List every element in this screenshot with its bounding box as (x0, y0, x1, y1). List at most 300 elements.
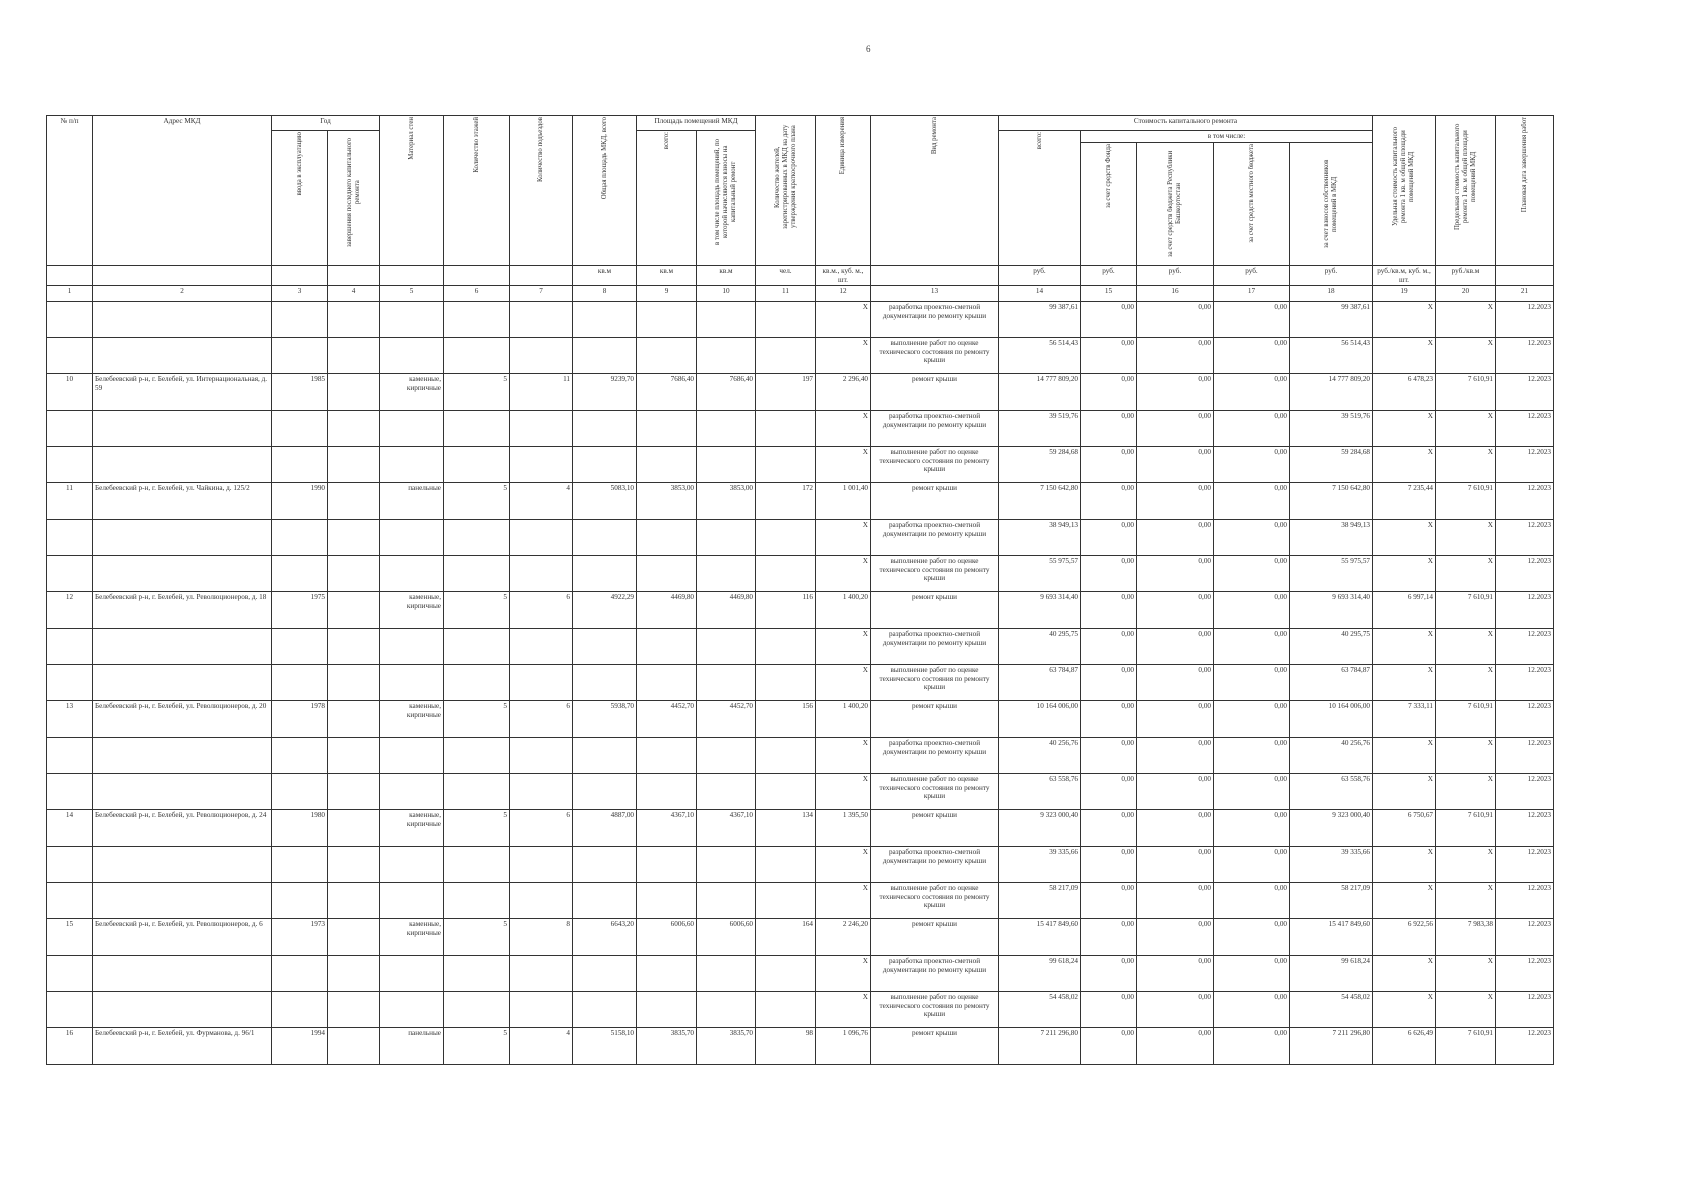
row-empty-cell (93, 411, 272, 447)
row-year: 1990 (272, 483, 328, 520)
header-max-cost: Предельная стоимость капитального ремонта 1 кв. м общей площади помещений МКД (1453, 123, 1477, 231)
row-empty-cell (637, 774, 697, 810)
row-empty-cell (93, 338, 272, 374)
unit-cell: чел. (756, 266, 816, 286)
row-cost-total: 14 777 809,20 (999, 374, 1081, 411)
sub-work-row (47, 847, 1554, 883)
row-material: панельные (380, 1028, 444, 1065)
row-specific-cost: X (1373, 774, 1436, 810)
row-cost-fund: 0,00 (1081, 520, 1137, 556)
row-cost-owners: 63 558,76 (1290, 774, 1373, 810)
row-cost-total: 40 256,76 (999, 738, 1081, 774)
row-cost-total: 63 784,87 (999, 665, 1081, 701)
unit-cell (1496, 266, 1554, 286)
row-total-area: 9239,70 (573, 374, 637, 411)
row-cost-fund: 0,00 (1081, 774, 1137, 810)
row-cost-owners: 9 693 314,40 (1290, 592, 1373, 629)
repair-plan-table (46, 115, 1554, 1065)
header-row-1 (47, 116, 1554, 131)
header-work-type: Вид ремонта (930, 117, 938, 155)
column-number-cell: 10 (697, 286, 756, 302)
row-empty-cell (47, 774, 93, 810)
row-planned-date: 12.2023 (1496, 302, 1554, 338)
row-cost-owners: 15 417 849,60 (1290, 919, 1373, 956)
row-empty-cell (697, 992, 756, 1028)
row-premises-owned: 7686,40 (697, 374, 756, 411)
row-total-area: 5158,10 (573, 1028, 637, 1065)
row-empty-cell (444, 992, 510, 1028)
row-cost-local: 0,00 (1214, 956, 1290, 992)
row-total-area: 5938,70 (573, 701, 637, 738)
row-empty-cell (380, 774, 444, 810)
row-empty-cell (47, 738, 93, 774)
row-cost-fund: 0,00 (1081, 592, 1137, 629)
row-empty-cell (510, 302, 573, 338)
unit-cell: кв.м (697, 266, 756, 286)
row-address: Белебеевский р-н, г. Белебей, ул. Революционеров, д. 18 (93, 592, 272, 629)
row-cost-local: 0,00 (1214, 992, 1290, 1028)
row-cost-owners: 38 949,13 (1290, 520, 1373, 556)
header-address: Адрес МКД (93, 116, 272, 266)
row-cost-owners: 39 335,66 (1290, 847, 1373, 883)
row-empty-cell (637, 520, 697, 556)
row-empty-cell (328, 738, 380, 774)
row-empty-cell (756, 956, 816, 992)
row-cost-fund: 0,00 (1081, 883, 1137, 919)
row-residents: 172 (756, 483, 816, 520)
row-empty-cell (444, 774, 510, 810)
header-planned-date: Плановая дата завершения работ (1520, 117, 1528, 213)
row-max-cost: X (1436, 629, 1496, 665)
row-empty-cell (272, 883, 328, 919)
row-cost-local: 0,00 (1214, 338, 1290, 374)
row-last-repair (328, 810, 380, 847)
row-work-type: выполнение работ по оценке технического состояния по ремонту крыши (871, 883, 999, 919)
header-wall-material: Материал стен (407, 117, 415, 160)
row-empty-cell (637, 411, 697, 447)
row-cost-republic: 0,00 (1137, 483, 1214, 520)
row-work-type: разработка проектно-сметной документации по ремонту крыши (871, 411, 999, 447)
row-cost-republic: 0,00 (1137, 810, 1214, 847)
row-empty-cell (510, 520, 573, 556)
row-empty-cell (573, 520, 637, 556)
row-year: 1978 (272, 701, 328, 738)
row-empty-cell (637, 338, 697, 374)
row-cost-local: 0,00 (1214, 556, 1290, 592)
row-cost-total: 99 387,61 (999, 302, 1081, 338)
row-specific-cost: X (1373, 629, 1436, 665)
row-cost-total: 15 417 849,60 (999, 919, 1081, 956)
row-cost-local: 0,00 (1214, 774, 1290, 810)
row-total-area: 6643,20 (573, 919, 637, 956)
row-cost-owners: 39 519,76 (1290, 411, 1373, 447)
row-cost-fund: 0,00 (1081, 556, 1137, 592)
row-empty-cell (510, 738, 573, 774)
row-empty-cell (272, 302, 328, 338)
row-planned-date: 12.2023 (1496, 411, 1554, 447)
row-entrances: 11 (510, 374, 573, 411)
row-premises-owned: 4452,70 (697, 701, 756, 738)
row-empty-cell (93, 774, 272, 810)
page-number: 6 (866, 44, 871, 54)
row-empty-cell (328, 774, 380, 810)
unit-cell: руб./кв.м (1436, 266, 1496, 286)
column-number-cell: 1 (47, 286, 93, 302)
row-cost-fund: 0,00 (1081, 483, 1137, 520)
row-entrances: 6 (510, 701, 573, 738)
row-empty-cell (272, 447, 328, 483)
row-work-type: разработка проектно-сметной документации по ремонту крыши (871, 629, 999, 665)
row-entrances: 6 (510, 810, 573, 847)
row-max-cost: X (1436, 992, 1496, 1028)
row-cost-republic: 0,00 (1137, 992, 1214, 1028)
row-specific-cost: X (1373, 956, 1436, 992)
row-specific-cost: X (1373, 738, 1436, 774)
row-empty-cell (380, 520, 444, 556)
unit-cell: руб./кв.м, куб. м., шт. (1373, 266, 1436, 286)
row-max-cost: 7 610,91 (1436, 483, 1496, 520)
column-number-cell: 3 (272, 286, 328, 302)
row-last-repair (328, 592, 380, 629)
row-empty-cell (380, 411, 444, 447)
row-work-type: ремонт крыши (871, 483, 999, 520)
row-planned-date: 12.2023 (1496, 738, 1554, 774)
row-quantity: 1 096,76 (816, 1028, 871, 1065)
row-empty-cell (510, 956, 573, 992)
unit-cell (444, 266, 510, 286)
row-empty-cell (380, 883, 444, 919)
row-empty-cell (444, 629, 510, 665)
row-no: 15 (47, 919, 93, 956)
row-empty-cell (272, 847, 328, 883)
row-max-cost: X (1436, 338, 1496, 374)
row-empty-cell (697, 883, 756, 919)
row-empty-cell (380, 629, 444, 665)
row-floors: 5 (444, 483, 510, 520)
header-cost-fund: за счет средств Фонда (1104, 144, 1112, 208)
row-cost-fund: 0,00 (1081, 919, 1137, 956)
column-number-cell: 2 (93, 286, 272, 302)
row-residents: 98 (756, 1028, 816, 1065)
row-premises-owned: 4367,10 (697, 810, 756, 847)
row-quantity-x: X (816, 447, 871, 483)
row-address: Белебеевский р-н, г. Белебей, ул. Революционеров, д. 20 (93, 701, 272, 738)
row-max-cost: X (1436, 774, 1496, 810)
row-empty-cell (756, 883, 816, 919)
row-cost-local: 0,00 (1214, 738, 1290, 774)
row-empty-cell (328, 556, 380, 592)
row-floors: 5 (444, 374, 510, 411)
repair-plan-sheet (46, 115, 1554, 1065)
row-quantity-x: X (816, 956, 871, 992)
row-cost-republic: 0,00 (1137, 592, 1214, 629)
building-row (47, 919, 1554, 956)
row-cost-owners: 7 150 642,80 (1290, 483, 1373, 520)
row-cost-local: 0,00 (1214, 810, 1290, 847)
column-number-cell: 13 (871, 286, 999, 302)
row-empty-cell (756, 992, 816, 1028)
row-premises-owned: 6006,60 (697, 919, 756, 956)
row-max-cost: 7 610,91 (1436, 701, 1496, 738)
row-empty-cell (756, 447, 816, 483)
units-row (47, 266, 1554, 286)
row-cost-fund: 0,00 (1081, 447, 1137, 483)
row-quantity: 1 400,20 (816, 701, 871, 738)
sub-work-row (47, 556, 1554, 592)
row-cost-total: 38 949,13 (999, 520, 1081, 556)
row-address: Белебеевский р-н, г. Белебей, ул. Чайкина, д. 125/2 (93, 483, 272, 520)
row-empty-cell (444, 847, 510, 883)
row-empty-cell (444, 738, 510, 774)
row-empty-cell (47, 956, 93, 992)
row-planned-date: 12.2023 (1496, 992, 1554, 1028)
row-empty-cell (47, 883, 93, 919)
row-cost-local: 0,00 (1214, 701, 1290, 738)
row-premises-total: 4452,70 (637, 701, 697, 738)
row-specific-cost: 6 997,14 (1373, 592, 1436, 629)
header-floors: Количество этажей (472, 117, 480, 173)
row-max-cost: X (1436, 665, 1496, 701)
row-max-cost: X (1436, 302, 1496, 338)
row-empty-cell (510, 774, 573, 810)
row-cost-total: 54 458,02 (999, 992, 1081, 1028)
row-empty-cell (444, 302, 510, 338)
row-max-cost: X (1436, 411, 1496, 447)
row-empty-cell (272, 629, 328, 665)
row-empty-cell (380, 665, 444, 701)
row-planned-date: 12.2023 (1496, 665, 1554, 701)
row-empty-cell (47, 629, 93, 665)
row-specific-cost: X (1373, 665, 1436, 701)
unit-cell (328, 266, 380, 286)
row-planned-date: 12.2023 (1496, 919, 1554, 956)
row-cost-republic: 0,00 (1137, 883, 1214, 919)
row-empty-cell (637, 956, 697, 992)
row-empty-cell (444, 556, 510, 592)
row-empty-cell (697, 629, 756, 665)
row-cost-local: 0,00 (1214, 302, 1290, 338)
column-number-cell: 17 (1214, 286, 1290, 302)
row-max-cost: X (1436, 847, 1496, 883)
row-work-type: разработка проектно-сметной документации по ремонту крыши (871, 956, 999, 992)
row-entrances: 4 (510, 1028, 573, 1065)
row-empty-cell (697, 956, 756, 992)
row-no: 10 (47, 374, 93, 411)
header-cost-local: за счет средств местного бюджета (1247, 144, 1255, 243)
sub-work-row (47, 738, 1554, 774)
row-empty-cell (93, 447, 272, 483)
row-max-cost: 7 983,38 (1436, 919, 1496, 956)
row-premises-owned: 4469,80 (697, 592, 756, 629)
row-empty-cell (697, 665, 756, 701)
row-cost-fund: 0,00 (1081, 629, 1137, 665)
row-cost-fund: 0,00 (1081, 411, 1137, 447)
row-empty-cell (637, 302, 697, 338)
row-cost-republic: 0,00 (1137, 774, 1214, 810)
row-work-type: разработка проектно-сметной документации по ремонту крыши (871, 302, 999, 338)
row-empty-cell (756, 629, 816, 665)
column-number-cell: 16 (1137, 286, 1214, 302)
header-total-area: Общая площадь МКД, всего (600, 117, 608, 200)
row-planned-date: 12.2023 (1496, 883, 1554, 919)
row-premises-owned: 3835,70 (697, 1028, 756, 1065)
row-material: каменные, кирпичные (380, 701, 444, 738)
row-empty-cell (510, 883, 573, 919)
row-work-type: ремонт крыши (871, 810, 999, 847)
row-max-cost: 7 610,91 (1436, 592, 1496, 629)
row-empty-cell (573, 738, 637, 774)
header-unit: Единица измерения (839, 117, 846, 175)
row-floors: 5 (444, 919, 510, 956)
row-empty-cell (697, 302, 756, 338)
row-cost-total: 39 519,76 (999, 411, 1081, 447)
row-cost-fund: 0,00 (1081, 374, 1137, 411)
row-specific-cost: X (1373, 520, 1436, 556)
row-empty-cell (697, 556, 756, 592)
row-work-type: выполнение работ по оценке технического состояния по ремонту крыши (871, 447, 999, 483)
row-premises-total: 3835,70 (637, 1028, 697, 1065)
row-empty-cell (93, 302, 272, 338)
row-cost-local: 0,00 (1214, 883, 1290, 919)
row-entrances: 6 (510, 592, 573, 629)
sub-work-row (47, 883, 1554, 919)
sub-work-row (47, 520, 1554, 556)
row-work-type: выполнение работ по оценке технического состояния по ремонту крыши (871, 338, 999, 374)
row-max-cost: 7 610,91 (1436, 810, 1496, 847)
row-work-type: разработка проектно-сметной документации по ремонту крыши (871, 738, 999, 774)
row-empty-cell (93, 847, 272, 883)
column-number-cell: 15 (1081, 286, 1137, 302)
row-specific-cost: X (1373, 992, 1436, 1028)
row-empty-cell (697, 774, 756, 810)
row-cost-owners: 54 458,02 (1290, 992, 1373, 1028)
row-quantity-x: X (816, 992, 871, 1028)
row-cost-owners: 99 387,61 (1290, 302, 1373, 338)
row-empty-cell (756, 338, 816, 374)
row-empty-cell (93, 520, 272, 556)
row-no: 14 (47, 810, 93, 847)
row-cost-local: 0,00 (1214, 592, 1290, 629)
row-premises-total: 7686,40 (637, 374, 697, 411)
row-cost-owners: 9 323 000,40 (1290, 810, 1373, 847)
row-empty-cell (637, 738, 697, 774)
sub-work-row (47, 774, 1554, 810)
row-empty-cell (697, 847, 756, 883)
row-empty-cell (573, 992, 637, 1028)
row-empty-cell (93, 883, 272, 919)
column-number-cell: 8 (573, 286, 637, 302)
row-cost-republic: 0,00 (1137, 1028, 1214, 1065)
row-empty-cell (328, 883, 380, 919)
sub-work-row (47, 338, 1554, 374)
unit-cell: руб. (1081, 266, 1137, 286)
column-number-cell: 21 (1496, 286, 1554, 302)
row-empty-cell (328, 629, 380, 665)
header-including: в том числе: (1081, 131, 1373, 143)
row-cost-owners: 63 784,87 (1290, 665, 1373, 701)
row-cost-republic: 0,00 (1137, 411, 1214, 447)
row-empty-cell (93, 556, 272, 592)
row-floors: 5 (444, 810, 510, 847)
row-empty-cell (573, 774, 637, 810)
row-specific-cost: X (1373, 847, 1436, 883)
row-cost-owners: 7 211 296,80 (1290, 1028, 1373, 1065)
row-cost-total: 9 693 314,40 (999, 592, 1081, 629)
row-empty-cell (637, 992, 697, 1028)
row-empty-cell (380, 302, 444, 338)
header-year-last-repair: завершения последнего капитального ремонта (345, 137, 361, 247)
header-specific-cost: Удельная стоимость капитального ремонта 1 кв. м общей площади помещений МКД (1392, 127, 1415, 227)
row-cost-fund: 0,00 (1081, 701, 1137, 738)
header-year-group: Год (272, 116, 380, 131)
row-empty-cell (380, 556, 444, 592)
row-empty-cell (510, 338, 573, 374)
row-specific-cost: 6 922,56 (1373, 919, 1436, 956)
row-cost-local: 0,00 (1214, 1028, 1290, 1065)
header-cost-republic: за счет средств бюджета Республики Башкортостан (1167, 150, 1182, 258)
row-year: 1985 (272, 374, 328, 411)
row-material: панельные (380, 483, 444, 520)
row-cost-local: 0,00 (1214, 447, 1290, 483)
row-quantity-x: X (816, 883, 871, 919)
row-cost-republic: 0,00 (1137, 629, 1214, 665)
unit-cell (272, 266, 328, 286)
row-empty-cell (756, 665, 816, 701)
row-empty-cell (573, 847, 637, 883)
row-quantity-x: X (816, 556, 871, 592)
row-premises-total: 4367,10 (637, 810, 697, 847)
row-material: каменные, кирпичные (380, 374, 444, 411)
row-no: 12 (47, 592, 93, 629)
row-empty-cell (380, 956, 444, 992)
row-empty-cell (637, 847, 697, 883)
row-planned-date: 12.2023 (1496, 520, 1554, 556)
row-cost-local: 0,00 (1214, 847, 1290, 883)
sub-work-row (47, 665, 1554, 701)
row-empty-cell (272, 774, 328, 810)
row-empty-cell (510, 411, 573, 447)
row-cost-republic: 0,00 (1137, 956, 1214, 992)
row-planned-date: 12.2023 (1496, 810, 1554, 847)
row-specific-cost: 6 478,23 (1373, 374, 1436, 411)
row-empty-cell (756, 738, 816, 774)
row-work-type: ремонт крыши (871, 1028, 999, 1065)
row-empty-cell (47, 302, 93, 338)
row-empty-cell (328, 302, 380, 338)
row-quantity-x: X (816, 629, 871, 665)
row-residents: 156 (756, 701, 816, 738)
row-planned-date: 12.2023 (1496, 774, 1554, 810)
row-empty-cell (697, 447, 756, 483)
building-row (47, 1028, 1554, 1065)
row-last-repair (328, 374, 380, 411)
row-quantity-x: X (816, 738, 871, 774)
row-work-type: выполнение работ по оценке технического состояния по ремонту крыши (871, 665, 999, 701)
row-work-type: ремонт крыши (871, 919, 999, 956)
row-empty-cell (328, 956, 380, 992)
unit-cell: руб. (999, 266, 1081, 286)
row-total-area: 5083,10 (573, 483, 637, 520)
header-cost-total: всего: (1035, 132, 1043, 150)
row-quantity-x: X (816, 847, 871, 883)
row-max-cost: X (1436, 883, 1496, 919)
row-cost-fund: 0,00 (1081, 847, 1137, 883)
column-number-cell: 7 (510, 286, 573, 302)
row-empty-cell (328, 847, 380, 883)
unit-cell: руб. (1137, 266, 1214, 286)
row-quantity: 1 001,40 (816, 483, 871, 520)
unit-cell (510, 266, 573, 286)
